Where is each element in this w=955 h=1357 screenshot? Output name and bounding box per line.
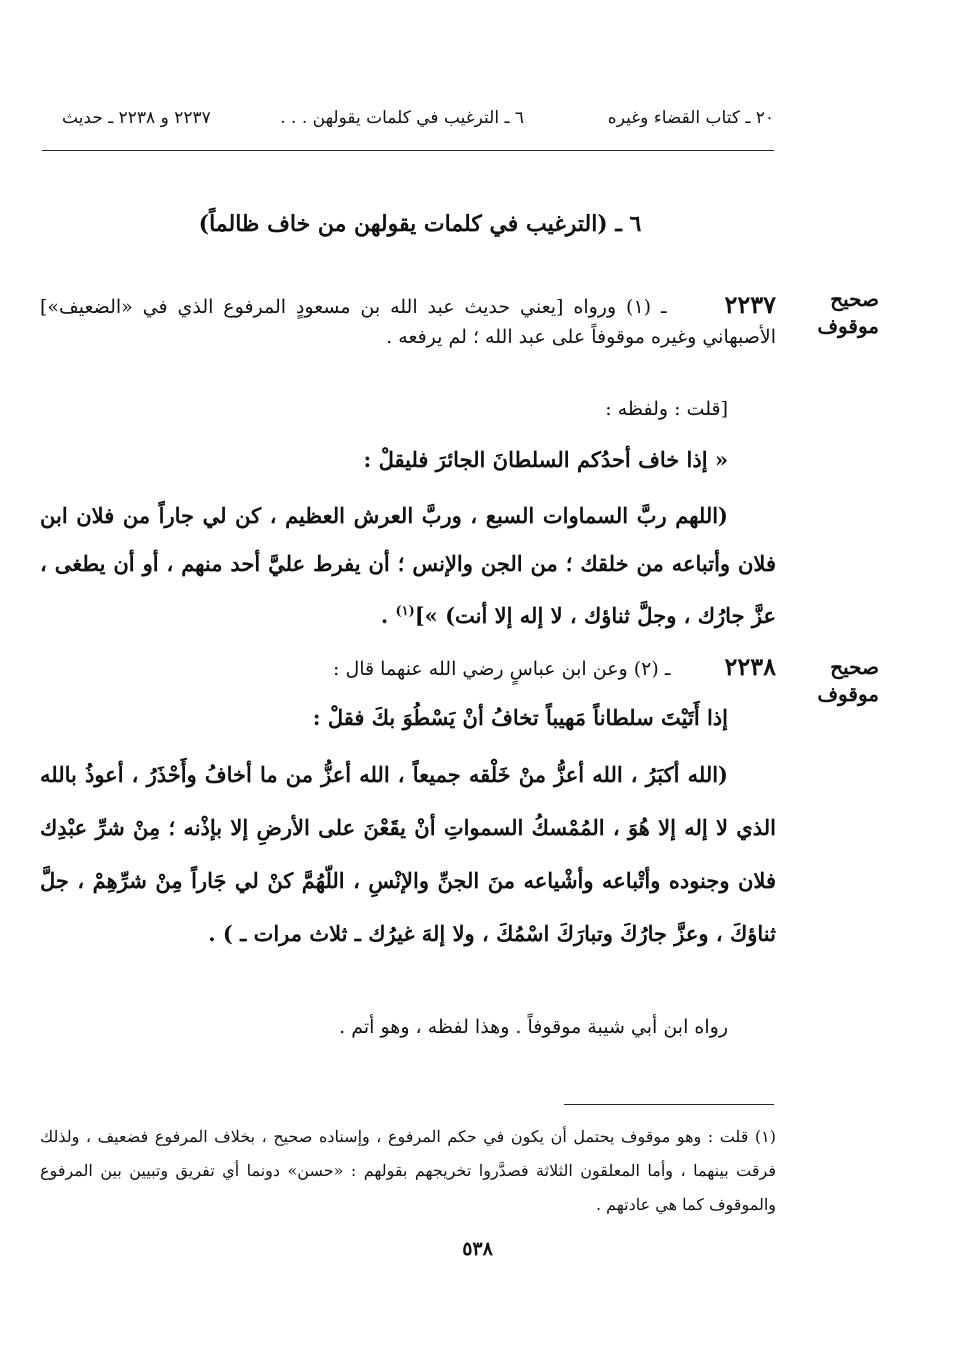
grade-sublabel: موقوف [817, 314, 879, 338]
hadith-2237-supplication [40, 492, 776, 640]
source-text: رواه ابن أبي شيبة موقوفاً . وهذا لفظه ، وهو أتم . [339, 1016, 728, 1038]
sentence-end: . [380, 603, 396, 628]
header-chapter-title: ٦ ـ الترغيب في كلمات يقولهن . . . [280, 108, 524, 128]
page-number: ٥٣٨ [462, 1238, 493, 1260]
header-divider [42, 150, 774, 151]
footnote-divider [564, 1104, 774, 1105]
footnote-1: (١) قلت : وهو موقوف يحتمل أن يكون في حكم المرفوع ، وإسناده صحيح ، بخلاف المرفوع فضعيف ، ولذلك فرقت بينهما ، وأما المعلقون الثلاثة فصدَّروا تخريجهم بقولهم : «حسن» دونما أي تفريق وتبيين بين المرفوع والموقوف كما هي عادتهم . [40, 1127, 776, 1214]
hadith-2238-source [40, 1012, 776, 1042]
header-book-title: ٢٠ ـ كتاب القضاء وغيره [607, 108, 774, 128]
hadith-2237-note [40, 394, 776, 424]
running-header [62, 104, 774, 138]
hadith-lead-text: « إذا خاف أحدُكم السلطانَ الجائرَ فليقلْ : [363, 447, 728, 472]
hadith-2238-lead [40, 694, 776, 742]
hadith-2238-intro [40, 652, 776, 684]
hadith-lead-text: إذا أَتَيْتَ سلطاناً مَهيباً تخافُ أنْ يَسْطُوَ بكَ فقلْ : [312, 705, 728, 730]
editor-note: [قلت : ولفظه : [605, 398, 728, 420]
grade-label: صحيح [830, 655, 879, 679]
supplication-text: (اللهم ربَّ السماوات السبع ، وربَّ العرش العظيم ، كن لي جاراً من فلان ابن فلان وأتباعه من خلقك ؛ من الجن والإنس ؛ أن يفرط عليَّ أحد منهم ، أو أن يطغى ، عزَّ جارُك ، وجلَّ ثناؤك ، لا إله إلا أنت) »] [40, 503, 776, 628]
hadith-2237-lead [40, 436, 776, 484]
hadith-number: ٢٢٣٧ [724, 290, 776, 319]
hadith-intro-text: ـ (٢) وعن ابن عباسٍ رضي الله عنهما قال : [333, 658, 677, 680]
grade-note-2237 [799, 286, 879, 340]
hadith-number: ٢٢٣٨ [724, 652, 776, 681]
chapter-title: ٦ ـ (الترغيب في كلمات يقولهن من خاف ظالماً) [198, 211, 642, 237]
supplication-text: (الله أكبَرُ ، الله أعزُّ منْ خَلْقه جميعاً ، الله أعزُّ من ما أخافُ وأَحْذَرُ ، أعوذُ بالله الذي لا إله إلا هُوَ ، المُمْسكُ السمواتِ أنْ يقَعْنَ على الأرضِ إلا بإذْنه ؛ مِنْ شرِّ عبْدِك فلان وجنوده وأتْباعه وأشْياعه منَ الجنِّ والإنْسِ ، اللّهُمَّ كنْ لي جَاراً مِنْ شرِّهِمْ ، جلَّ ثناؤكَ ، وعزَّ جارُكَ وتبارَكَ اسْمُكَ ، ولا إلهَ غيرُك ـ ثلاث مرات ـ ) . [40, 762, 776, 946]
hadith-2238-supplication [40, 748, 776, 960]
grade-note-2238 [799, 654, 879, 708]
grade-sublabel: موقوف [817, 682, 879, 706]
footnote-reference[interactable]: (١) [395, 604, 415, 619]
grade-label: صحيح [830, 287, 879, 311]
hadith-2237-intro [40, 290, 776, 352]
hadith-intro-text: ـ (١) ورواه [يعني حديث عبد الله بن مسعودٍ المرفوع الذي في «الضعيف»] الأصبهاني وغيره موقوفاً على عبد الله ؛ لم يرفعه . [40, 296, 776, 348]
header-hadith-range: ٢٢٣٧ و ٢٢٣٨ ـ حديث [62, 108, 211, 128]
